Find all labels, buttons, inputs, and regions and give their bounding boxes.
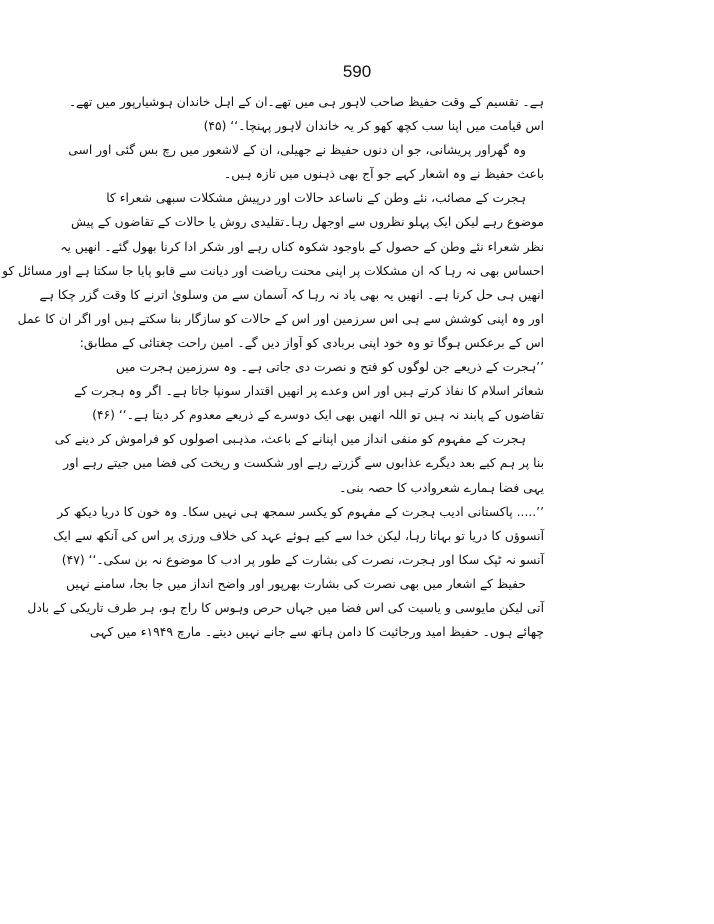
text-line: باعث حفیظ نے وہ اشعار کہے جو آج بھی ذہنوں میں تازہ ہیں۔	[224, 167, 544, 182]
text-line: اس قیامت میں اپنا سب کچھ کھو کر یہ خاندان لاہور پہنچا۔‘‘ (۴۵)	[203, 119, 544, 134]
text-line: آنسو نہ ٹپک سکا اور ہجرت، نصرت کی بشارت کے طور پر ادب کا موضوع نہ بن سکی۔‘‘ (۴۷)	[61, 552, 544, 567]
text-line: تقاضوں کے پابند نہ ہیں تو اللہ انھیں بھی ایک دوسرے کے ذریعے معدوم کر دیتا ہے۔‘‘ (۴۶)	[92, 408, 544, 423]
page-number: 590	[342, 62, 372, 81]
text-line: ’’..... پاکستانی ادیب ہجرت کے مفہوم کو یکسر سمجھ ہی نہیں سکا۔ وہ خون کا دریا دیکھ کر	[57, 504, 544, 519]
text-line: انھیں ہی حل کرنا ہے۔ انھیں یہ بھی یاد نہ رہا کہ آسمان سے من وسلویٰ اترنے کا وقت گزر چکا ہے	[39, 287, 544, 302]
text-line: اس کے برعکس ہوگا تو وہ خود اپنی بربادی کو آواز دیں گے۔ امین راحت چغتائی کے مطابق:	[79, 335, 544, 350]
text-line: یہی فضا ہمارے شعروادب کا حصہ بنی۔	[339, 480, 544, 495]
body-text	[2, 90, 544, 644]
text-line: بنا پر ہم کیے بعد دیگرے عذابوں سے گزرتے رہے اور شکست و ریخت کی فضا میں جیتے رہے اور	[63, 456, 544, 471]
text-line: ہجرت کے مفہوم کو منفی انداز میں اپنانے کے باعث، مذہبی اصولوں کو فراموش کر دینے کی	[54, 432, 526, 447]
text-line: ہجرت کے مصائب، نئے وطن کے ناساعد حالات اور درپیش مشکلات سبھی شعراء کا	[106, 191, 526, 206]
text-line: ’’ہجرت کے ذریعے جن لوگوں کو فتح و نصرت دی جاتی ہے۔ وہ سرزمین ہجرت میں	[115, 360, 544, 375]
text-line: وہ گھراور پریشانی، جو ان دنوں حفیظ نے جھیلی، ان کے لاشعور میں رچ بس گئی اور اسی	[68, 143, 526, 158]
text-line: نظر شعراء نئے وطن کے حصول کے باوجود شکوہ کناں رہے اور شکر ادا کرنا بھول گئے۔ انھیں یہ	[60, 239, 544, 254]
text-line: حفیظ کے اشعار میں بھی نصرت کی بشارت بھرپور اور واضح انداز میں جا بجا، سامنے نہیں	[66, 576, 526, 591]
text-line: شعائر اسلام کا نفاذ کرتے ہیں اور اس وعدے پر انھیں اقتدار سونپا جاتا ہے۔ اگر وہ ہجرت کے	[74, 384, 544, 399]
text-line: آنسوؤں کا دریا تو بہاتا رہا، لیکن خدا سے کیے ہوئے عہد کی خلاف ورزی پر اس کی آنکھ سے ایک	[53, 528, 544, 543]
text-line: موضوع رہے لیکن ایک پہلو نظروں سے اوجھل رہا۔تقلیدی روش یا حالات کے تقاضوں کے پیش	[70, 215, 544, 230]
text-line: احساس بھی نہ رہا کہ ان مشکلات پر اپنی محنت ریاضت اور دیانت سے قابو پایا جا سکتا ہے اور مسائل کو	[2, 263, 544, 278]
text-line: ہے۔ تقسیم کے وقت حفیظ صاحب لاہور ہی میں تھے۔ان کے اہل خاندان ہوشیارپور میں تھے۔	[68, 95, 544, 109]
text-line: آتی لیکن مایوسی و یاسیت کی اس فضا میں جہاں حرص وہوس کا راج ہو، ہر طرف تاریکی کے بادل	[27, 600, 544, 615]
text-line: چھائے ہوں۔ حفیظ امید ورجائیت کا دامن ہاتھ سے جانے نہیں دیتے۔ مارچ ۱۹۴۹ء میں کہی	[89, 625, 544, 640]
text-line: اور وہ اپنی کوشش سے ہی اس سرزمین اور اس کے حالات کو سازگار بنا سکتے ہیں اور اگر ان کا عمل	[17, 311, 544, 326]
